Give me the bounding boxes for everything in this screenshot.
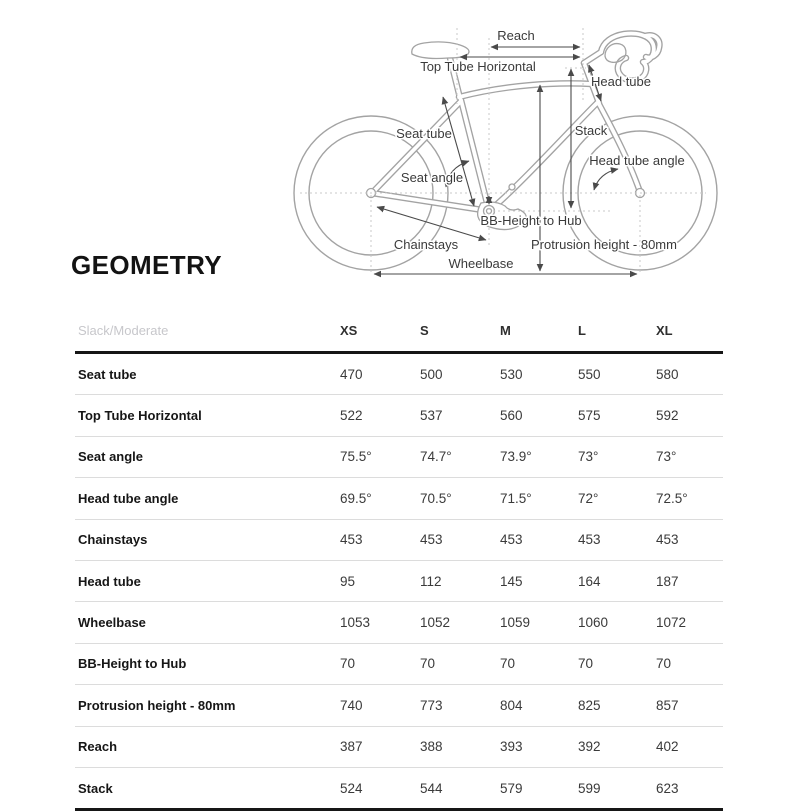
row-value: 69.5°	[340, 490, 372, 506]
row-value: 1052	[420, 615, 451, 631]
column-header-l: L	[578, 322, 586, 338]
label-head-tube: Head tube	[591, 74, 651, 89]
row-value: 560	[500, 408, 523, 424]
row-value: 524	[340, 780, 363, 796]
row-value: 1059	[500, 615, 531, 631]
table-row	[75, 768, 723, 811]
row-value: 453	[656, 532, 679, 548]
row-label: Seat tube	[78, 366, 137, 382]
row-value: 453	[500, 532, 523, 548]
row-value: 70	[656, 656, 672, 672]
row-value: 453	[578, 532, 601, 548]
label-head-tube-angle: Head tube angle	[589, 153, 685, 168]
geometry-table	[75, 309, 723, 811]
row-value: 857	[656, 697, 679, 713]
row-value: 453	[340, 532, 363, 548]
row-label: Head tube	[78, 573, 141, 589]
row-value: 164	[578, 573, 601, 589]
row-value: 773	[420, 697, 443, 713]
row-label: Seat angle	[78, 449, 144, 465]
label-stack: Stack	[574, 123, 608, 138]
row-value: 580	[656, 366, 679, 382]
row-label: Chainstays	[78, 532, 148, 548]
label-protrusion-height: Protrusion height - 80mm	[531, 237, 677, 252]
row-value: 575	[578, 408, 601, 424]
row-value: 592	[656, 408, 679, 424]
label-seat-tube: Seat tube	[396, 126, 452, 141]
row-label: Reach	[78, 739, 118, 755]
row-value: 623	[656, 780, 679, 796]
label-chainstays: Chainstays	[393, 237, 459, 252]
table-row	[75, 561, 723, 602]
table-subtitle: Slack/Moderate	[78, 322, 169, 338]
row-value: 550	[578, 366, 601, 382]
handlebar-drop	[605, 44, 626, 63]
table-row	[75, 354, 723, 395]
row-value: 71.5°	[500, 490, 532, 506]
chainstays-arrow	[377, 207, 486, 240]
row-value: 70	[340, 656, 356, 672]
table-row	[75, 520, 723, 561]
row-value: 402	[656, 739, 679, 755]
label-wheelbase: Wheelbase	[448, 256, 514, 271]
geometry-table-body	[75, 354, 723, 811]
row-value: 70.5°	[420, 490, 452, 506]
table-header-row	[75, 309, 723, 354]
row-value: 804	[500, 697, 523, 713]
table-row	[75, 644, 723, 685]
row-value: 70	[420, 656, 436, 672]
row-value: 73°	[656, 449, 677, 465]
row-value: 453	[420, 532, 443, 548]
row-label: BB-Height to Hub	[78, 656, 187, 672]
label-seat-angle: Seat angle	[400, 170, 464, 185]
row-value: 70	[578, 656, 594, 672]
table-row	[75, 727, 723, 768]
row-value: 72.5°	[656, 490, 688, 506]
row-value: 500	[420, 366, 443, 382]
row-value: 145	[500, 573, 523, 589]
row-value: 740	[340, 697, 363, 713]
frame-pivot	[509, 184, 515, 190]
row-label: Wheelbase	[78, 615, 146, 631]
table-row	[75, 437, 723, 478]
head-tube-angle-arc	[594, 169, 618, 190]
row-value: 1060	[578, 615, 609, 631]
row-value: 75.5°	[340, 449, 372, 465]
row-value: 1053	[340, 615, 371, 631]
column-header-s: S	[420, 322, 429, 338]
row-value: 70	[500, 656, 516, 672]
row-value: 544	[420, 780, 443, 796]
row-value: 530	[500, 366, 523, 382]
table-row	[75, 602, 723, 643]
row-value: 387	[340, 739, 363, 755]
row-value: 392	[578, 739, 601, 755]
row-label: Top Tube Horizontal	[78, 408, 202, 424]
row-value: 537	[420, 408, 443, 424]
row-value: 579	[500, 780, 523, 796]
row-value: 522	[340, 408, 363, 424]
label-reach: Reach	[497, 28, 535, 43]
row-label: Protrusion height - 80mm	[78, 697, 236, 713]
table-row	[75, 395, 723, 436]
page-title: GEOMETRY	[71, 250, 223, 280]
row-value: 393	[500, 739, 523, 755]
row-value: 825	[578, 697, 601, 713]
row-value: 112	[420, 573, 442, 589]
label-bb-height-to-hub: BB-Height to Hub	[480, 213, 582, 228]
row-value: 74.7°	[420, 449, 452, 465]
row-value: 470	[340, 366, 363, 382]
column-header-m: M	[500, 322, 511, 338]
row-value: 73°	[578, 449, 599, 465]
row-value: 1072	[656, 615, 687, 631]
row-label: Head tube angle	[78, 490, 179, 506]
row-value: 388	[420, 739, 443, 755]
row-value: 187	[656, 573, 679, 589]
label-top-tube-horizontal: Top Tube Horizontal	[420, 59, 536, 74]
row-label: Stack	[78, 780, 113, 796]
row-value: 599	[578, 780, 601, 796]
table-row	[75, 478, 723, 519]
row-value: 73.9°	[500, 449, 532, 465]
table-row	[75, 685, 723, 726]
column-header-xl: XL	[656, 322, 673, 338]
saddle	[412, 42, 469, 59]
row-value: 95	[340, 573, 356, 589]
row-value: 72°	[578, 490, 599, 506]
column-header-xs: XS	[340, 322, 358, 338]
